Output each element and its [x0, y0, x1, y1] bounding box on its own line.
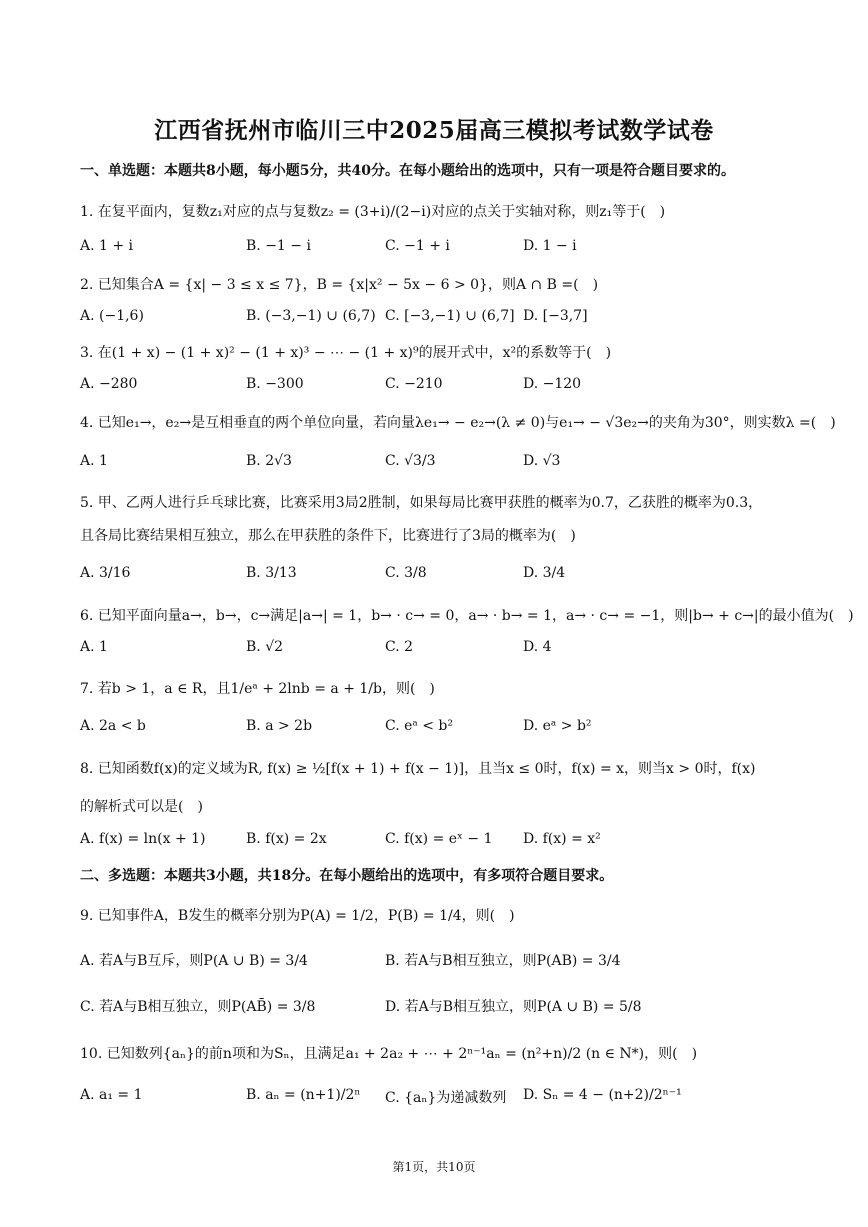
q10-option-c: C. {aₙ}为递减数列 [385, 1090, 507, 1106]
q1-option-d: D. 1 − i [523, 238, 577, 254]
q9-option-a: A. 若A与B互斥，则P(A ∪ B) = 3/4 [80, 953, 308, 969]
q7-option-c: C. eᵃ < b² [385, 718, 454, 734]
question-4: 4. 已知e₁→，e₂→是互相垂直的两个单位向量，若向量λe₁→ − e₂→(λ ≠ 0)与e₁→ − √3e₂→的夹角为30°，则实数λ =( ) [80, 415, 836, 431]
q1-option-a: A. 1 + i [80, 238, 134, 254]
q1-option-c: C. −1 + i [385, 238, 450, 254]
question-8: 8. 已知函数f(x)的定义域为R, f(x) ≥ ½[f(x + 1) + f(x − 1)]，且当x ≤ 0时，f(x) = x，则当x > 0时，f(x) [80, 761, 756, 777]
q6-option-a: A. 1 [80, 639, 108, 655]
question-6: 6. 已知平面向量a→，b→，c→满足|a→| = 1，b→ · c→ = 0，a→ · b→ = 1，a→ · c→ = −1，则|b→ + c→|的最小值为( ) [80, 608, 854, 624]
q6-option-b: B. √2 [246, 639, 284, 655]
question-3: 3. 在(1 + x) − (1 + x)² − (1 + x)³ − ⋯ − (1 + x)⁹的展开式中，x²的系数等于( ) [80, 345, 612, 361]
q10-option-d: D. Sₙ = 4 − (n+2)/2ⁿ⁻¹ [523, 1087, 682, 1103]
q6-option-d: D. 4 [523, 639, 552, 655]
q2-option-c: C. [−3,−1) ∪ (6,7] [385, 308, 515, 324]
q9-option-b: B. 若A与B相互独立，则P(AB) = 3/4 [385, 953, 621, 969]
question-7: 7. 若b > 1，a ∈ R，且1/eᵃ + 2lnb = a + 1/b，则( ) [80, 681, 435, 697]
q2-option-a: A. (−1,6) [80, 308, 144, 324]
q3-option-d: D. −120 [523, 376, 582, 392]
question-5-line-2: 且各局比赛结果相互独立，那么在甲获胜的条件下，比赛进行了3局的概率为( ) [80, 528, 576, 544]
q4-option-b: B. 2√3 [246, 453, 292, 469]
q3-option-c: C. −210 [385, 376, 443, 392]
q10-option-b: B. aₙ = (n+1)/2ⁿ [246, 1087, 361, 1103]
q8-option-d: D. f(x) = x² [523, 831, 601, 847]
q4-option-d: D. √3 [523, 453, 561, 469]
q5-option-d: D. 3/4 [523, 565, 566, 581]
question-10: 10. 已知数列{aₙ}的前n项和为Sₙ，且满足a₁ + 2a₂ + ⋯ + 2ⁿ⁻¹aₙ = (n²+n)/2 (n ∈ N*)，则( ) [80, 1046, 698, 1062]
question-8-line-2: 的解析式可以是( ) [80, 799, 203, 815]
question-5: 5. 甲、乙两人进行乒乓球比赛，比赛采用3局2胜制，如果每局比赛甲获胜的概率为0.7，乙获胜的概率为0.3， [80, 495, 763, 511]
question-2: 2. 已知集合A = {x| − 3 ≤ x ≤ 7}，B = {x|x² − 5x − 6 > 0}，则A ∩ B =( ) [80, 277, 599, 293]
q5-option-b: B. 3/13 [246, 565, 297, 581]
section-single-choice: 一、单选题：本题共8小题，每小题5分，共40分。在每小题给出的选项中，只有一项是符合题目要求的。 [80, 163, 735, 179]
q3-option-a: A. −280 [80, 376, 138, 392]
q9-option-c: C. 若A与B相互独立，则P(AB̄) = 3/8 [80, 999, 316, 1015]
q5-option-c: C. 3/8 [385, 565, 427, 581]
q8-option-c: C. f(x) = eˣ − 1 [385, 831, 493, 847]
q4-option-c: C. √3/3 [385, 453, 436, 469]
q9-option-d: D. 若A与B相互独立，则P(A ∪ B) = 5/8 [385, 999, 642, 1015]
q7-option-d: D. eᵃ > b² [523, 718, 592, 734]
exam-title: 江西省抚州市临川三中2025届高三模拟考试数学试卷 [154, 117, 714, 144]
q8-option-a: A. f(x) = ln(x + 1) [80, 831, 206, 847]
q7-option-a: A. 2a < b [80, 718, 146, 734]
q3-option-b: B. −300 [246, 376, 304, 392]
q10-option-a: A. a₁ = 1 [80, 1087, 143, 1103]
q6-option-c: C. 2 [385, 639, 414, 655]
q2-option-d: D. [−3,7] [523, 308, 588, 324]
page-footer: 第1页，共10页 [392, 1160, 476, 1174]
q5-option-a: A. 3/16 [80, 565, 131, 581]
q7-option-b: B. a > 2b [246, 718, 313, 734]
question-1: 1. 在复平面内，复数z₁对应的点与复数z₂ = (3+i)/(2−i)对应的点关于实轴对称，则z₁等于( ) [80, 204, 666, 220]
q1-option-b: B. −1 − i [246, 238, 311, 254]
q2-option-b: B. (−3,−1) ∪ (6,7) [246, 308, 376, 324]
q8-option-b: B. f(x) = 2x [246, 831, 327, 847]
question-9: 9. 已知事件A，B发生的概率分别为P(A) = 1/2，P(B) = 1/4，则( ) [80, 908, 515, 924]
q4-option-a: A. 1 [80, 453, 108, 469]
section-multi-choice: 二、多选题：本题共3小题，共18分。在每小题给出的选项中，有多项符合题目要求。 [80, 868, 614, 884]
